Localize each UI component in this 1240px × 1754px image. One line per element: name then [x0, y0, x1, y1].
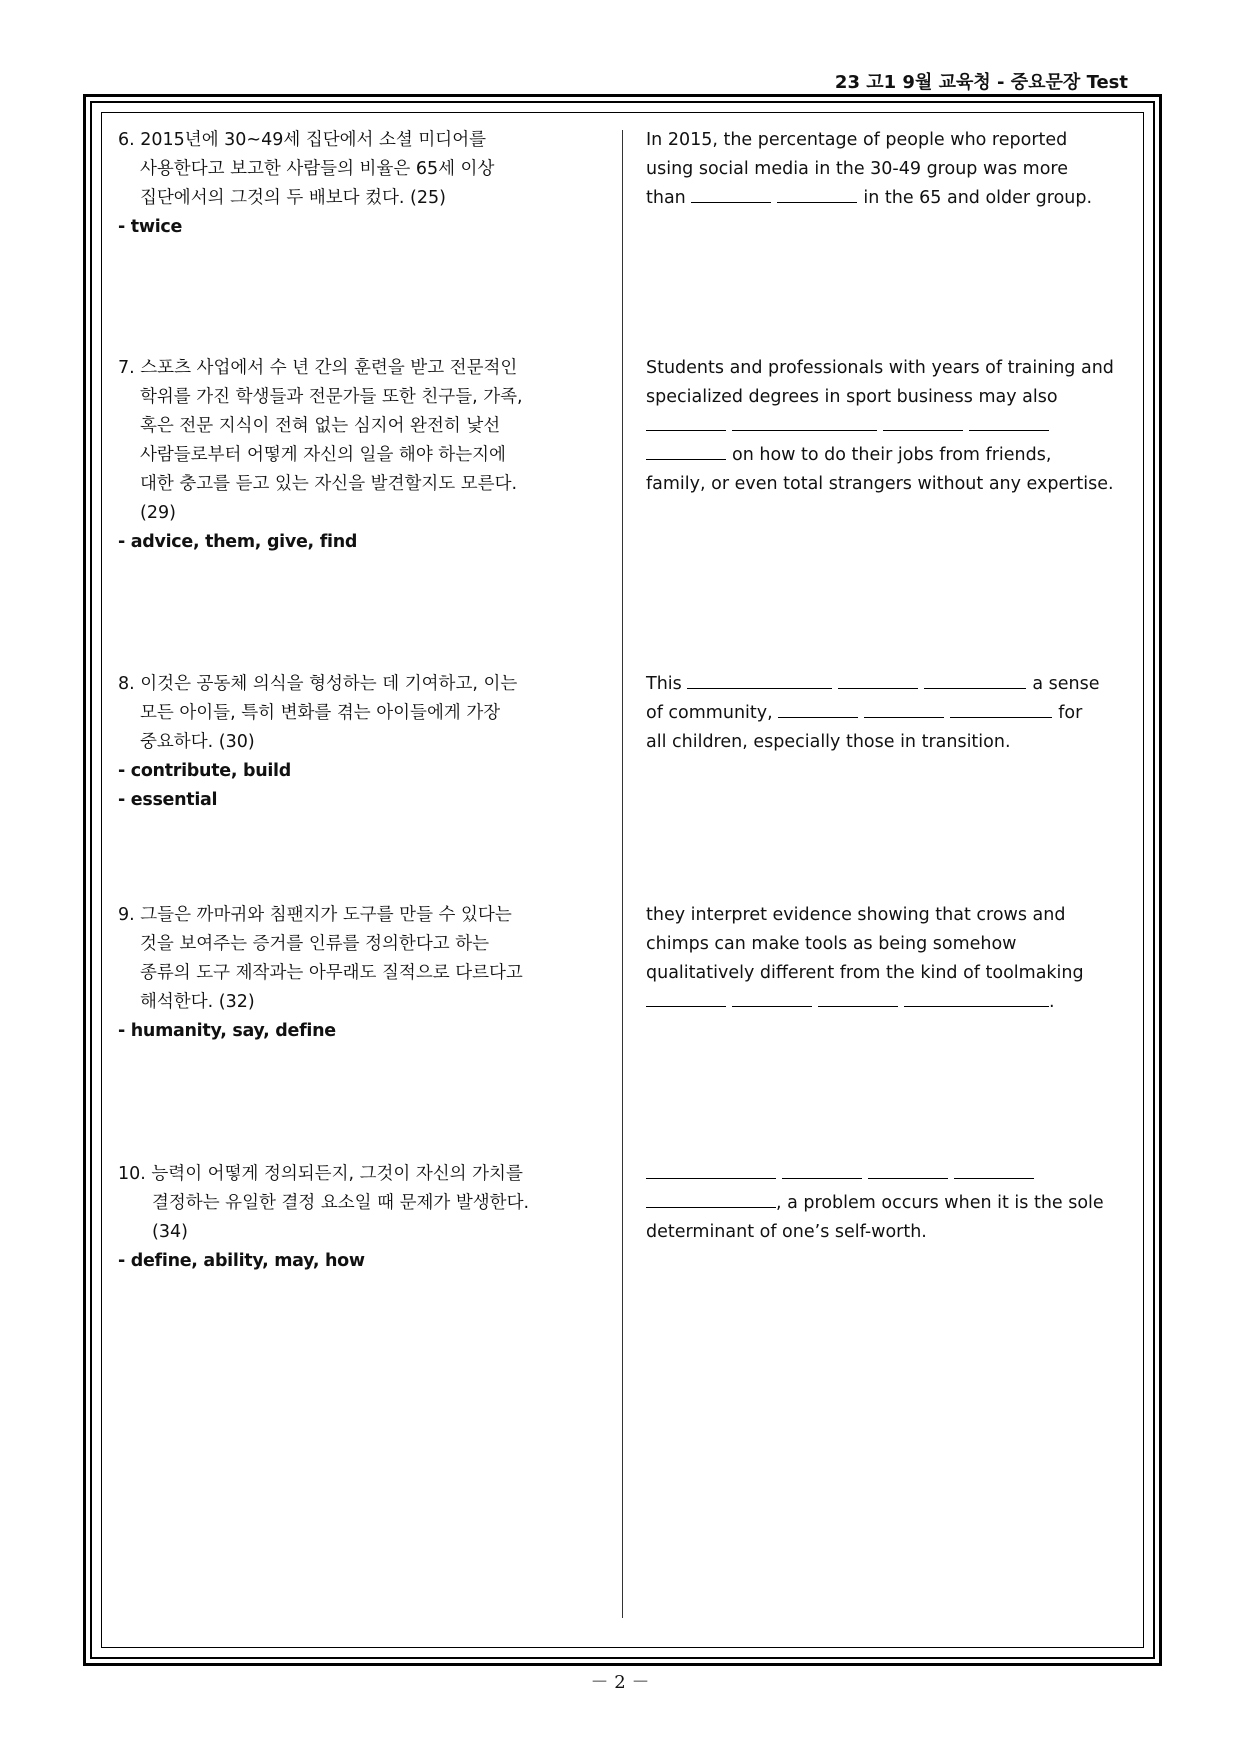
answer-blank[interactable]: [646, 1160, 776, 1179]
question-7-english: [646, 354, 1124, 499]
answer-blank[interactable]: [954, 1160, 1034, 1179]
hint-words: - humanity, say, define: [118, 1021, 336, 1041]
question-10-english: [646, 1160, 1124, 1247]
answer-blank[interactable]: [818, 988, 898, 1007]
answer-blank[interactable]: [777, 184, 857, 203]
english-text: in the 65 and older group.: [863, 188, 1093, 208]
answer-blank[interactable]: [782, 1160, 862, 1179]
answer-blank[interactable]: [969, 412, 1049, 431]
korean-line: 8. 이것은 공동체 의식을 형성하는 데 기여하고, 이는: [118, 674, 518, 694]
hint-words: - essential: [118, 790, 218, 810]
korean-line: 사람들로부터 어떻게 자신의 일을 해야 하는지에: [140, 445, 506, 465]
hint-words: - define, ability, may, how: [118, 1251, 365, 1271]
answer-blank[interactable]: [950, 699, 1052, 718]
answer-blank[interactable]: [646, 1189, 776, 1208]
answer-blank[interactable]: [864, 699, 944, 718]
korean-line: 사용한다고 보고한 사람들의 비율은 65세 이상: [140, 159, 495, 179]
question-6-korean: [118, 126, 598, 242]
english-text: This: [646, 674, 682, 694]
answer-blank[interactable]: [778, 699, 858, 718]
korean-line: 집단에서의 그것의 두 배보다 컸다. (25): [140, 188, 446, 208]
korean-line: 모든 아이들, 특히 변화를 겪는 아이들에게 가장: [140, 703, 501, 723]
english-line: all children, especially those in transition.: [646, 732, 1011, 752]
column-divider: [622, 130, 623, 1618]
korean-line: 10. 능력이 어떻게 정의되든지, 그것이 자신의 가치를: [118, 1164, 523, 1184]
korean-line: (29): [140, 503, 176, 523]
korean-line: 것을 보여주는 증거를 인류를 정의한다고 하는: [140, 934, 490, 954]
korean-line: 학위를 가진 학생들과 전문가들 또한 친구들, 가족,: [140, 387, 523, 407]
answer-blank[interactable]: [646, 412, 726, 431]
answer-blank[interactable]: [691, 184, 771, 203]
answer-blank[interactable]: [838, 670, 918, 689]
korean-line: 결정하는 유일한 결정 요소일 때 문제가 발생한다.: [152, 1193, 530, 1213]
answer-blank[interactable]: [883, 412, 963, 431]
answer-blank[interactable]: [732, 988, 812, 1007]
english-text: on how to do their jobs from friends,: [732, 445, 1052, 465]
english-line: they interpret evidence showing that crows and: [646, 905, 1066, 925]
korean-line: 중요하다. (30): [140, 732, 255, 752]
english-line: family, or even total strangers without any expertise.: [646, 474, 1114, 494]
english-text: for: [1058, 703, 1083, 723]
answer-blank[interactable]: [732, 412, 877, 431]
english-text: than: [646, 188, 686, 208]
english-line: In 2015, the percentage of people who reported: [646, 130, 1068, 150]
english-line: qualitatively different from the kind of toolmaking: [646, 963, 1084, 983]
answer-blank[interactable]: [904, 988, 1049, 1007]
korean-line: 혹은 전문 지식이 전혀 없는 심지어 완전히 낯선: [140, 416, 501, 436]
hint-words: - contribute, build: [118, 761, 291, 781]
english-text: , a problem occurs when it is the sole: [776, 1193, 1104, 1213]
english-line: specialized degrees in sport business may also: [646, 387, 1058, 407]
english-text: a sense: [1032, 674, 1100, 694]
hint-words: - advice, them, give, find: [118, 532, 358, 552]
question-6-english: [646, 126, 1124, 213]
question-9-korean: [118, 901, 598, 1046]
korean-line: (34): [152, 1222, 188, 1242]
korean-line: 6. 2015년에 30~49세 집단에서 소셜 미디어를: [118, 130, 487, 150]
korean-line: 9. 그들은 까마귀와 침팬지가 도구를 만들 수 있다는: [118, 905, 512, 925]
english-line: determinant of one’s self-worth.: [646, 1222, 927, 1242]
answer-blank[interactable]: [924, 670, 1026, 689]
korean-line: 7. 스포츠 사업에서 수 년 간의 훈련을 받고 전문적인: [118, 358, 518, 378]
korean-line: 해석한다. (32): [140, 992, 255, 1012]
answer-blank[interactable]: [868, 1160, 948, 1179]
english-text: .: [1049, 992, 1055, 1012]
english-line: chimps can make tools as being somehow: [646, 934, 1017, 954]
korean-line: 종류의 도구 제작과는 아무래도 질적으로 다르다고: [140, 963, 523, 983]
answer-blank[interactable]: [646, 441, 726, 460]
question-7-korean: [118, 354, 598, 557]
question-8-english: [646, 670, 1124, 757]
page-number: － 2 －: [590, 1672, 650, 1693]
answer-blank[interactable]: [646, 988, 726, 1007]
korean-line: 대한 충고를 듣고 있는 자신을 발견할지도 모른다.: [140, 474, 518, 494]
hint-words: - twice: [118, 217, 183, 237]
question-10-korean: [118, 1160, 598, 1276]
english-text: of community,: [646, 703, 773, 723]
english-line: Students and professionals with years of training and: [646, 358, 1114, 378]
english-line: using social media in the 30-49 group was more: [646, 159, 1069, 179]
question-9-english: [646, 901, 1124, 1017]
question-8-korean: [118, 670, 598, 815]
page-header-title: 23 고1 9월 교육청 - 중요문장 Test: [834, 72, 1128, 93]
answer-blank[interactable]: [687, 670, 832, 689]
